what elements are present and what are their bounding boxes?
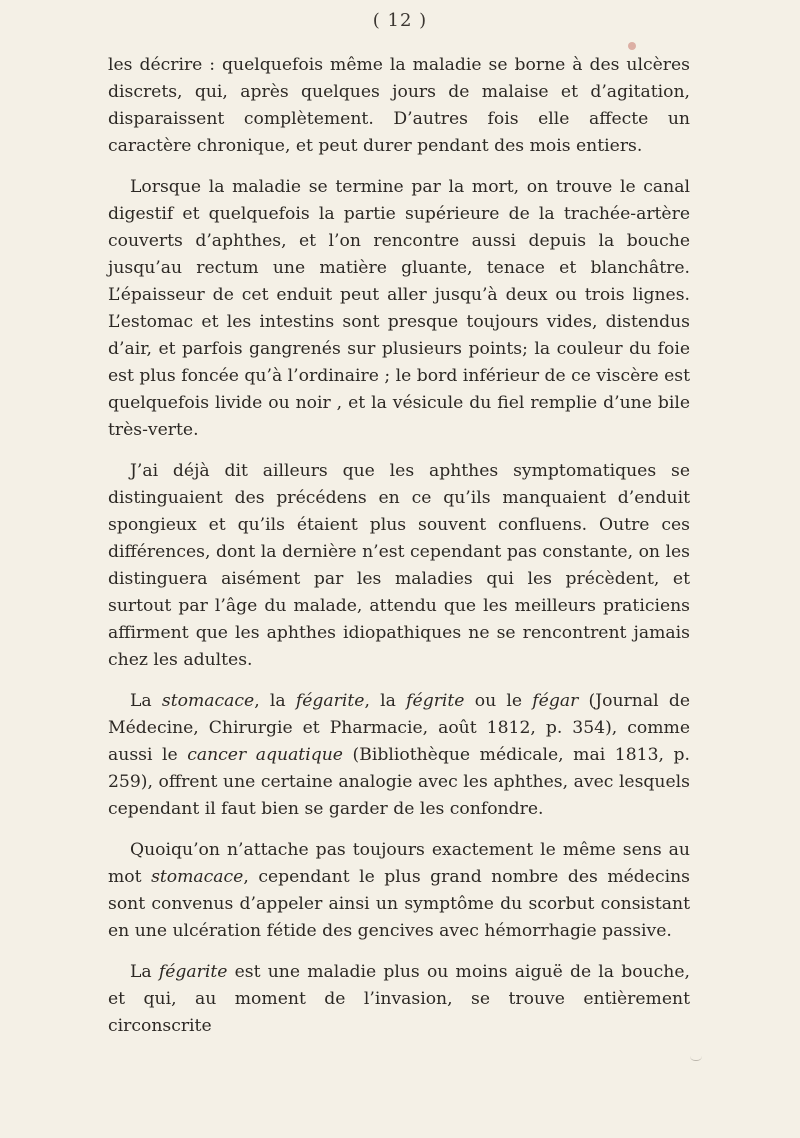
- text-run: ou le: [464, 691, 533, 711]
- text-run: La: [130, 962, 159, 982]
- italic-term: fégarite: [295, 691, 365, 711]
- italic-term: fégrite: [406, 691, 465, 711]
- text-run: La: [130, 691, 162, 711]
- paragraph: [108, 959, 690, 1040]
- pencil-mark: [690, 1056, 702, 1061]
- italic-term: fégarite: [158, 962, 228, 982]
- text-run: est une maladie plus ou moins aiguë de la bouche, et qui, au moment de l’invasion, se trouve entièrement circonscrite: [108, 962, 690, 1036]
- text-run: (Bibliothèque médicale, mai 1813, p. 259), offrent une certaine analogie avec les aphthes, avec lesquels cependant il faut bien se garder de les confondre.: [108, 745, 690, 819]
- italic-term: fégar: [532, 691, 579, 711]
- text-run: (Journal de Médecine, Chirurgie et Pharmacie, août 1812, p. 354), comme aussi le: [108, 691, 690, 765]
- paragraph: [108, 174, 690, 444]
- text-run: , la: [254, 691, 296, 711]
- text-run: , la: [364, 691, 407, 711]
- paragraph: [108, 52, 690, 160]
- page-number: ( 12 ): [372, 10, 428, 31]
- italic-term: stomacace: [161, 691, 255, 711]
- ink-spot: [628, 42, 636, 50]
- italic-term: cancer aquatique: [187, 745, 343, 765]
- text-run: Quoiqu’on n’attache pas toujours exactement le même sens au mot: [108, 840, 690, 887]
- paragraph: [108, 458, 690, 674]
- text-run: Lorsque la maladie se termine par la mort, on trouve le canal digestif et quelquefois la partie supérieure de la trachée-artère couverts d’aphthes, et l’on rencontre aussi depuis la bouche jusqu’au rectum une matière gluante, tenace et blanchâtre. L’épaisseur de cet enduit peut aller jusqu’à deux ou trois lignes. L’estomac et les intestins sont presque toujours vides, distendus d’air, et parfois gangrenés sur plusieurs points; la couleur du foie est plus foncée qu’à l’ordinaire ; le bord inférieur de ce viscère est quelquefois livide ou noir , et la vésicule du fiel remplie d’une bile très-verte.: [108, 177, 690, 440]
- text-run: J’ai déjà dit ailleurs que les aphthes symptomatiques se distinguaient des précédens en ce qu’ils manquaient d’enduit spongieux et qu’ils étaient plus souvent confluens. Outre ces différences, dont la dernière n’est cependant pas constante, on les distinguera aisément par les maladies qui les précèdent, et surtout par l’âge du malade, attendu que les meilleurs praticiens affirment que les aphthes idiopathiques ne se rencontrent jamais chez les adultes.: [108, 461, 690, 670]
- paragraph: [108, 837, 690, 945]
- text-run: , cependant le plus grand nombre des médecins sont convenus d’appeler ainsi un symptôme du scorbut consistant en une ulcération fétide des gencives avec hémorrhagie passive.: [108, 867, 690, 941]
- paragraph: [108, 688, 690, 823]
- text-run: les décrire : quelquefois même la maladie se borne à des ulcères discrets, qui, après quelques jours de malaise et d’agitation, disparaissent complètement. D’autres fois elle affecte un caractère chronique, et peut durer pendant des mois entiers.: [108, 55, 690, 156]
- italic-term: stomacace: [151, 867, 244, 887]
- body-text: [108, 52, 690, 1054]
